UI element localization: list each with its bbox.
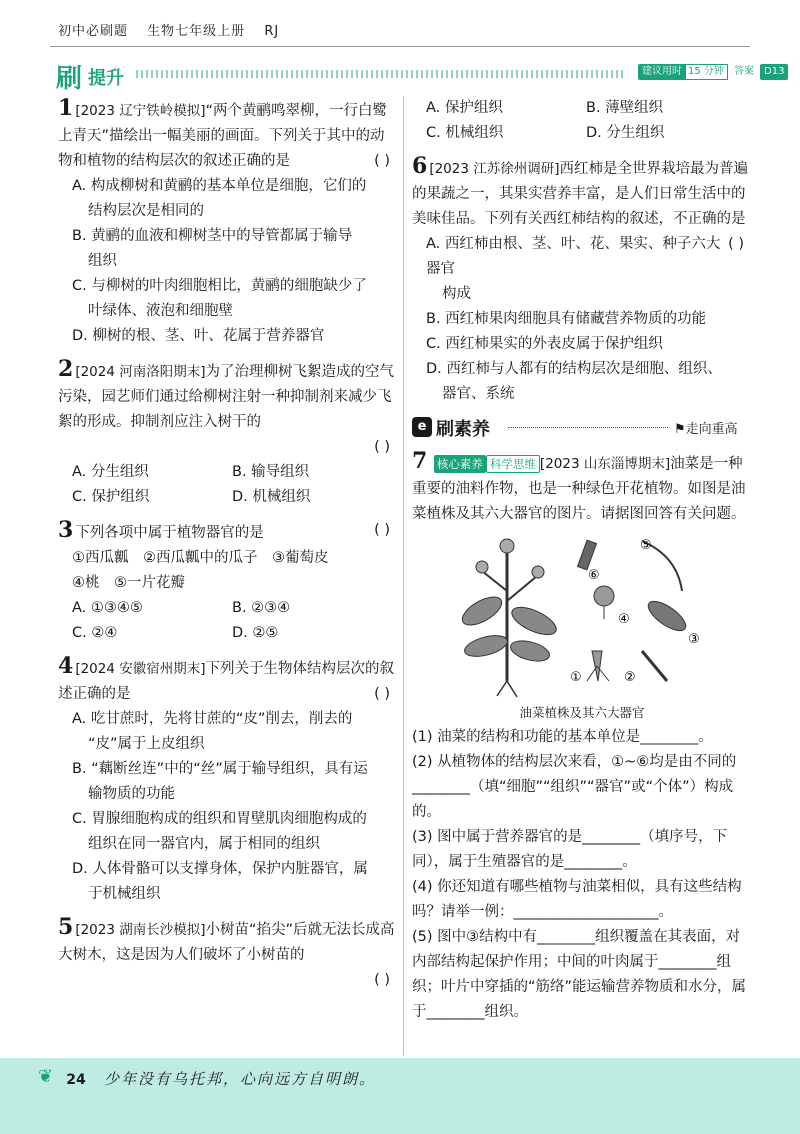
q1-option-c: C. 与柳树的叶肉细胞相比，黄鹂的细胞缺少了 [72,278,367,294]
section-header [46,58,785,94]
rape-plant-figure [452,531,722,701]
figure-caption: 油菜植株及其六大器官 [519,705,645,720]
q6-source: [2023 江苏徐州调研] [429,161,560,177]
q1-option-a: A. 构成柳树和黄鹂的基本单位是细胞，它们的 [72,178,367,194]
q7-source: [2023 山东淄博期末] [539,456,671,472]
label-4: ④ [618,612,630,627]
suyang-flag-text: 走向重高 [685,422,738,437]
q2-stem: 为了治理柳树飞絮造成的空气污染，园艺师们通过给柳树注射一种抑制剂来减少飞絮的形成。抑制剂应注入树干的 [58,364,394,430]
q6-option-d-cont: 器官、系统 [442,386,515,402]
label-5: ⑤ [640,538,652,553]
q4-option-a-cont: “皮”属于上皮组织 [88,736,205,752]
label-1: ① [570,670,582,685]
q5-number: 5 [58,914,74,940]
q2-number: 2 [58,356,74,382]
organ-1-drawing [587,651,609,681]
q3-stem: 下列各项中属于植物器官的是 [75,525,264,541]
dotted-divider [136,70,626,78]
label-3: ③ [688,632,700,647]
q4-stem: 下列关于生物体结构层次的叙述正确的是 [58,661,394,702]
q6-option-a-cont: 构成 [442,286,471,302]
organ-3-drawing [644,596,690,636]
q6-stem: 西红柿是全世界栽培最为普遍的果蔬之一，其果实营养丰富，是人们日常生活中的美味佳品。下列有关西红柿结构的叙述，不正确的是 [412,161,748,227]
section-title: 提升 [88,68,124,89]
q3-options-row1 [58,596,398,621]
label-6: ⑥ [588,568,600,583]
suyang-flag [674,418,738,437]
subject-name: 生物七年级上册 [147,24,246,39]
q2-option-a: A. 分生组织 [72,464,149,480]
edition-label: RJ [264,24,280,39]
q1-option-b: B. 黄鹂的血液和柳树茎中的导管都属于输导 [72,228,353,244]
answer-label: 答案 [734,66,754,77]
question-1 [58,96,398,174]
q3-option-c: C. ②④ [72,625,118,641]
q2-options-row2 [58,485,398,510]
q1-option-a-cont: 结构层次是相同的 [88,203,204,219]
q3-number: 3 [58,517,74,543]
page-header [0,0,800,48]
question-5 [58,915,398,993]
q2-options-row1 [58,460,398,485]
organ-4-drawing [594,586,614,619]
q5-answer-paren[interactable]: ( ) [374,972,390,988]
q6-option-d: D. 西红柿与人都有的结构层次是细胞、组织、 [426,361,722,377]
suyang-section-header [412,415,752,443]
q6-option-b: B. 西红柿果肉细胞具有储藏营养物质的功能 [426,311,707,327]
q4-source: [2024 安徽宿州期末] [75,661,206,677]
suyang-dotted-line [508,427,668,428]
q4-option-d: D. 人体骨骼可以支撑身体，保护内脏器官，属 [72,861,368,877]
q3-items-line1: ①西瓜瓤 ②西瓜瓤中的瓜子 ③葡萄皮 [72,550,329,566]
q1-source: [2023 辽宁铁岭模拟] [75,103,206,119]
q7-sub-5: (5) 图中③结构中有________组织覆盖在其表面，对内部结构起保护作用；中间的叶肉属于________组织；叶片中穿插的“筋络”能运输营养物质和水分，属于________组织。 [412,929,747,1020]
question-3 [58,518,398,546]
q3-option-b: B. ②③④ [232,600,291,616]
q7-sub-3: (3) 图中属于营养器官的是________（填序号，下同），属于生殖器官的是________。 [412,829,728,870]
q7-sub-4: (4) 你还知道有哪些植物与油菜相似，具有这些结构吗？请举一例：____________________。 [412,879,742,920]
q1-stem: “两个黄鹂鸣翠柳，一行白鹭上青天”描绘出一幅美丽的画面。下列关于其中的动物和植物的结构层次的叙述正确的是 [58,103,388,169]
q7-tag-thinking: 科学思维 [486,455,540,473]
q4-number: 4 [58,653,74,679]
q6-number: 6 [412,153,428,179]
q7-number: 7 [412,448,428,474]
q5-option-a: A. 保护组织 [426,100,503,116]
q1-option-d: D. 柳树的根、茎、叶、花属于营养器官 [72,328,325,344]
q4-option-b-cont: 输物质的功能 [88,786,175,802]
q5-options-row2 [412,121,752,146]
q7-stem: 油菜是一种重要的油料作物，也是一种绿色开花植物。如图是油菜植株及其六大器官的图片。请据图回答有关问题。 [412,456,746,522]
right-column [412,96,752,1025]
series-name: 初中必刷题 [58,24,129,39]
q5-option-c: C. 机械组织 [426,125,504,141]
q1-answer-paren[interactable]: ( ) [374,153,390,169]
left-column [58,96,398,993]
question-7 [412,449,752,527]
q4-option-c-cont: 组织在同一器官内，属于相同的组织 [88,836,320,852]
question-6 [412,153,752,252]
q4-option-d-cont: 于机械组织 [88,886,161,902]
time-value: 15 分钟 [684,64,728,80]
organ-2-drawing [642,651,667,681]
q3-options-row2 [58,621,398,646]
answer-page: D13 [760,64,788,80]
q6-option-c: C. 西红柿果实的外表皮属于保护组织 [426,336,663,352]
q7-sub-1: (1) 油菜的结构和功能的基本单位是________。 [412,729,713,745]
book-title [58,20,293,39]
q3-option-a: A. ①③④⑤ [72,600,143,616]
q2-answer-paren[interactable]: ( ) [374,439,390,455]
rape-plant-illustration [452,531,722,701]
q5-option-b: B. 薄壁组织 [586,100,664,116]
q2-option-c: C. 保护组织 [72,489,150,505]
footer-motto: 少年没有乌托邦，心向远方自明朗。 [104,1070,377,1088]
q5-source: [2023 湖南长沙模拟] [75,922,206,938]
column-divider [403,96,404,1056]
q4-option-b: B. “藕断丝连”中的“丝”属于输导组织，具有运 [72,761,368,777]
q5-options-row1 [412,96,752,121]
q7-sub-2: (2) 从植物体的结构层次来看，①~⑥均是由不同的________（填“细胞”“组织”“器官”或“个体”）构成的。 [412,754,737,820]
section-brush-glyph: 刷 [56,64,83,94]
q4-answer-paren[interactable]: ( ) [374,686,390,702]
q1-option-b-cont: 组织 [88,253,117,269]
q1-option-c-cont: 叶绿体、液泡和细胞壁 [88,303,233,319]
q2-option-b: B. 输导组织 [232,464,310,480]
q5-option-d: D. 分生组织 [586,125,665,141]
suyang-icon: e [412,417,432,437]
q7-tag-core: 核心素养 [434,455,486,473]
header-rule [50,46,750,47]
q2-source: [2024 河南洛阳期末] [75,364,206,380]
flag-icon: ⚑ [674,422,686,437]
q3-items-line2: ④桃 ⑤一片花瓣 [72,575,185,591]
q3-answer-paren[interactable]: ( ) [374,522,390,538]
reader-icon: ❦ [38,1066,54,1087]
question-4 [58,654,398,707]
page-footer [0,1058,800,1134]
organ-6-drawing [578,540,597,570]
suyang-title: 刷素养 [436,419,490,440]
q5-stem: 小树苗“掐尖”后就无法长成高大树木，这是因为人们破坏了小树苗的 [58,922,395,963]
whole-plant-drawing [458,539,560,697]
question-2 [58,357,398,460]
q6-option-a: A. 西红柿由根、茎、叶、花、果实、种子六大器官 [426,236,721,277]
time-label: 建议用时 [638,64,686,80]
q2-option-d: D. 机械组织 [232,489,311,505]
q1-number: 1 [58,95,74,121]
q4-option-a: A. 吃甘蔗时，先将甘蔗的“皮”削去，削去的 [72,711,353,727]
q3-option-d: D. ②⑤ [232,625,279,641]
label-2: ② [624,670,636,685]
page-number: 24 [66,1072,86,1088]
q4-option-c: C. 胃腺细胞构成的组织和胃壁肌肉细胞构成的 [72,811,367,827]
q6-answer-paren[interactable]: ( ) [728,236,744,252]
